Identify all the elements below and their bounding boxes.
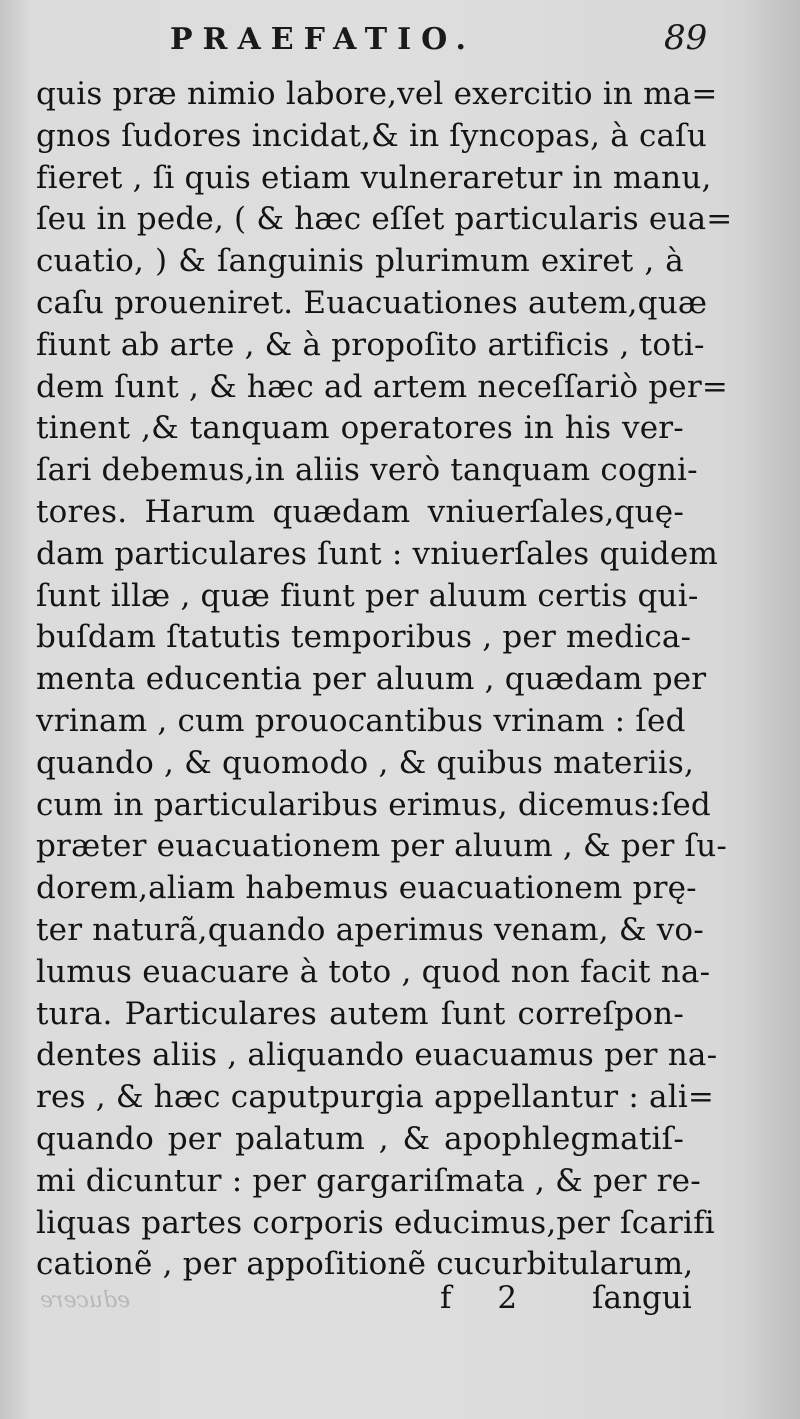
running-head-title: PRAEFATIO. xyxy=(170,22,476,57)
text-line: quando per palatum , & apophlegmatiſ- xyxy=(36,1120,684,1157)
text-line: liquas partes corporis educimus,per ſcarifi xyxy=(36,1204,715,1241)
text-line: lumus euacuare à toto , quod non facit na- xyxy=(36,953,711,990)
text-line: vrinam , cum prouocantibus vrinam : ſed xyxy=(36,702,686,739)
text-line: quis præ nimio labore,vel exercitio in ma= xyxy=(36,76,718,112)
text-line: fieret , ſi quis etiam vulneraretur in manu, xyxy=(36,159,712,196)
text-line: tinent ,& tanquam operatores in his ver- xyxy=(36,410,684,447)
text-line: dem ſunt , & hæc ad artem neceſſariò per= xyxy=(36,368,729,405)
text-line: cum in particularibus erimus, dicemus:ſed xyxy=(36,786,711,823)
text-line: dentes aliis , aliquando euacuamus per na- xyxy=(36,1037,718,1074)
text-line: tores. Harum quædam vniuerſales,quę- xyxy=(36,493,684,530)
text-line: fiunt ab arte , & à propoſito artificis , toti- xyxy=(36,326,705,363)
text-line: præter euacuationem per aluum , & per ſu- xyxy=(36,828,728,865)
page-edge-shadow xyxy=(740,0,800,1419)
page-footer xyxy=(0,1280,800,1330)
text-line: dam particulares ſunt : vniuerſales quidem xyxy=(36,535,718,572)
text-line: tura. Particulares autem ſunt correſpon- xyxy=(36,995,684,1032)
bleed-through-text: educere xyxy=(40,1288,131,1313)
text-line: buſdam ſtatutis temporibus , per medica- xyxy=(36,619,692,656)
text-line: cationẽ , per appoſitionẽ cucurbitularum, xyxy=(36,1246,694,1283)
signature-mark: f 2 xyxy=(440,1280,536,1316)
page-number: 89 xyxy=(664,18,708,58)
body-text xyxy=(36,74,733,1286)
text-line: caſu proueniret. Euacuationes autem,quæ xyxy=(36,284,708,321)
text-line: cuatio, ) & ſanguinis plurimum exiret , à xyxy=(36,243,684,280)
running-head xyxy=(0,18,800,68)
text-line: ter naturã,quando aperimus venam, & vo- xyxy=(36,911,704,948)
text-line: ſeu in pede, ( & hæc eſſet particularis eua= xyxy=(36,201,733,238)
catchword: ſangui xyxy=(592,1280,692,1316)
text-line: mi dicuntur : per gargariſmata , & per re- xyxy=(36,1162,701,1199)
text-line: quando , & quomodo , & quibus materiis, xyxy=(36,744,695,781)
text-line: ſunt illæ , quæ fiunt per aluum certis qui- xyxy=(36,577,699,614)
text-line: menta educentia per aluum , quædam per xyxy=(36,661,707,698)
text-line: res , & hæc caputpurgia appellantur : ali= xyxy=(36,1079,715,1116)
text-line: dorem,aliam habemus euacuationem prę- xyxy=(36,870,697,907)
text-line: ſari debemus,in aliis verò tanquam cogni- xyxy=(36,452,698,489)
text-line: gnos ſudores incidat,& in ſyncopas, à caſu xyxy=(36,117,708,154)
